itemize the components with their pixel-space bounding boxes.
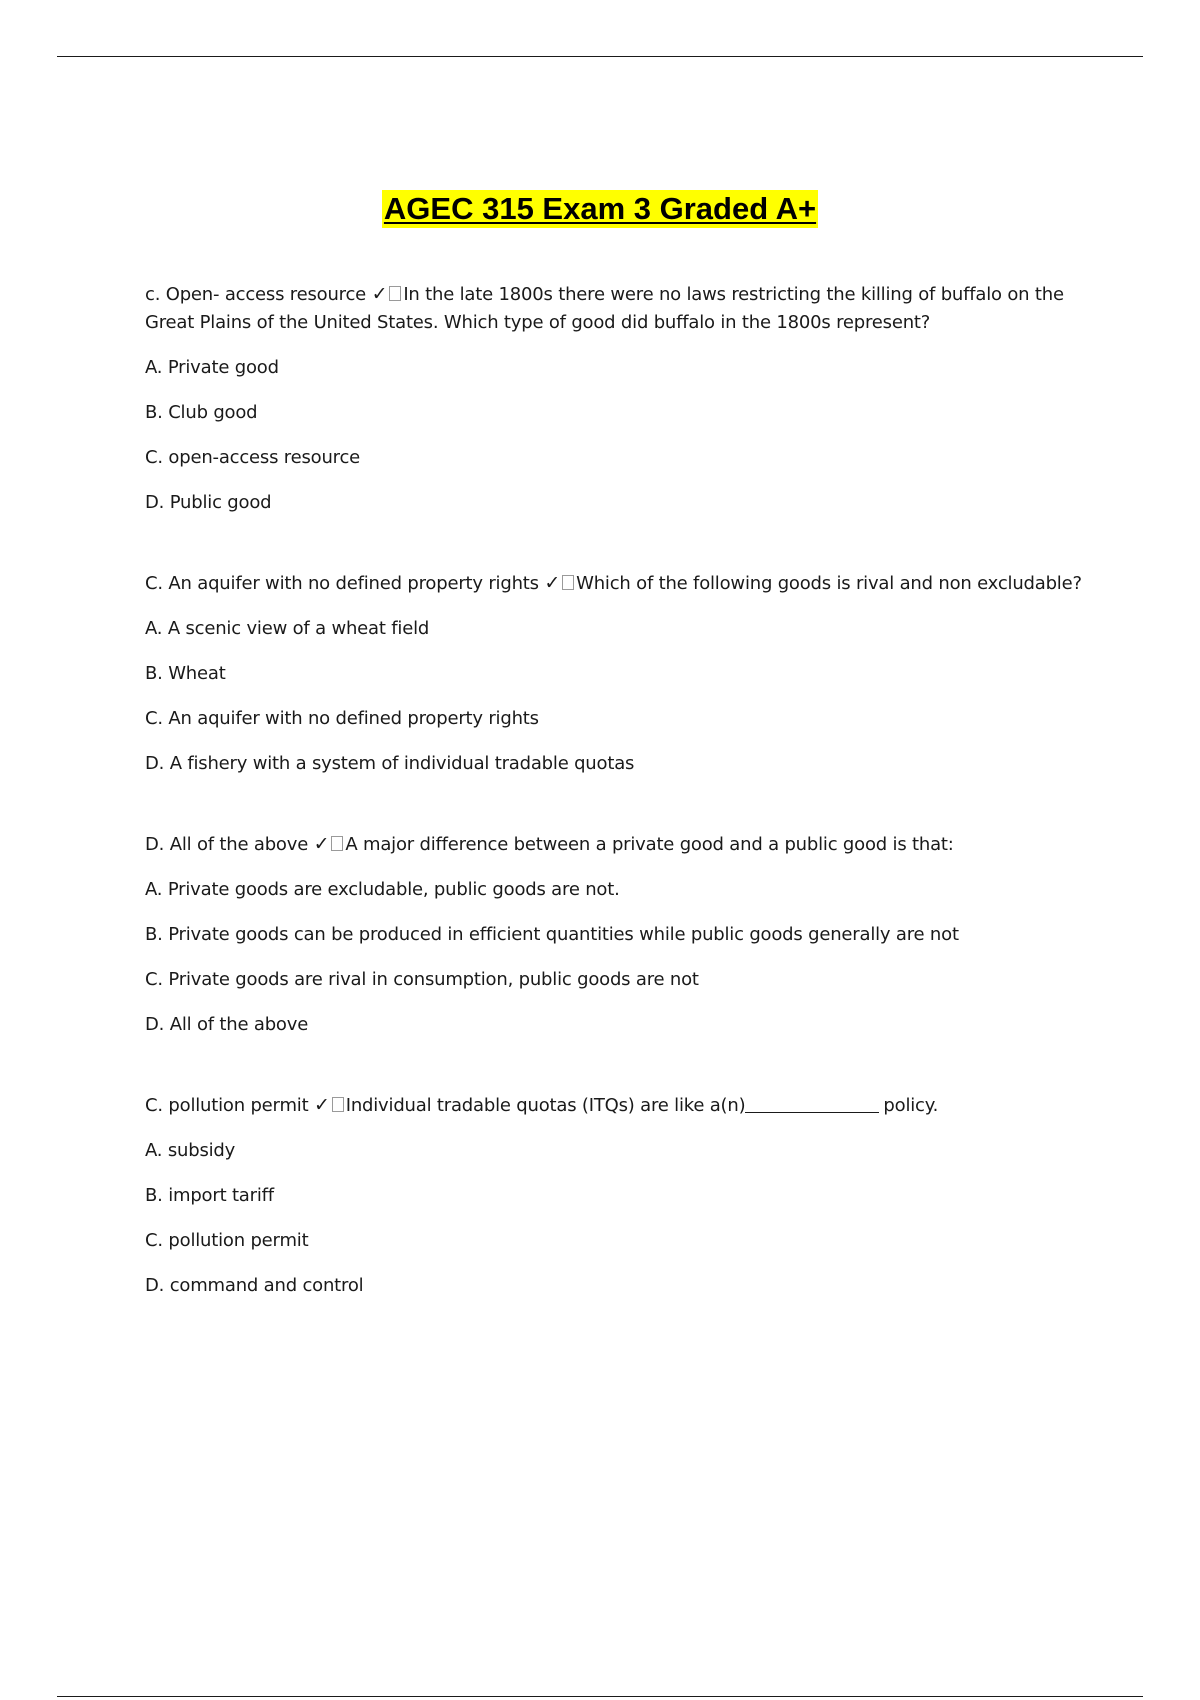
question-text [145, 569, 1090, 598]
option-d: D. command and control [145, 1275, 364, 1296]
check-mark-icon: ✓ [313, 833, 330, 855]
option-b: B. Private goods can be produced in efficient quantities while public goods generally are not [145, 924, 959, 945]
option-a: A. Private good [145, 357, 279, 378]
option-b: B. Wheat [145, 663, 226, 684]
option-b: B. import tariff [145, 1185, 274, 1206]
question-prompt: Individual tradable quotas (ITQs) are like a(n) [345, 1095, 746, 1116]
empty-box-icon [562, 575, 574, 590]
document-title: AGEC 315 Exam 3 Graded A+ [383, 191, 817, 226]
question-text [145, 830, 1090, 859]
question-prompt: A major difference between a private good and a public good is that: [345, 834, 954, 855]
option-c: C. Private goods are rival in consumption, public goods are not [145, 969, 699, 990]
fill-in-blank [745, 1094, 879, 1113]
question-prompt-suffix: policy. [883, 1095, 939, 1116]
question-block [145, 569, 1090, 778]
option-d: D. All of the above [145, 1014, 309, 1035]
question-prompt: In the late 1800s there were no laws restricting the killing of buffalo on the Great Plains of the United States. Which type of good did buffalo in the 1800s represent? [145, 284, 1064, 333]
option-c: C. pollution permit [145, 1230, 309, 1251]
check-mark-icon: ✓ [313, 1094, 330, 1116]
check-mark-icon: ✓ [371, 283, 388, 305]
option-a: A. A scenic view of a wheat field [145, 618, 430, 639]
question-prompt: Which of the following goods is rival and non excludable? [576, 573, 1082, 594]
question-block [145, 1091, 1090, 1300]
header-rule [57, 56, 1143, 57]
empty-box-icon [389, 286, 401, 301]
check-mark-icon: ✓ [544, 572, 561, 594]
option-a: A. subsidy [145, 1140, 236, 1161]
title-container [0, 190, 1200, 228]
answer-text: c. Open- access resource [145, 284, 367, 305]
question-text [145, 280, 1090, 337]
footer-rule [57, 1696, 1143, 1697]
question-block [145, 830, 1090, 1039]
answer-text: D. All of the above [145, 834, 309, 855]
option-d: D. A fishery with a system of individual tradable quotas [145, 753, 635, 774]
option-b: B. Club good [145, 402, 258, 423]
empty-box-icon [331, 836, 343, 851]
option-d: D. Public good [145, 492, 272, 513]
question-list [145, 280, 1090, 1352]
empty-box-icon [332, 1097, 344, 1112]
option-c: C. An aquifer with no defined property rights [145, 708, 539, 729]
answer-text: C. pollution permit [145, 1095, 309, 1116]
question-text [145, 1091, 1090, 1120]
answer-text: C. An aquifer with no defined property rights [145, 573, 539, 594]
option-c: C. open-access resource [145, 447, 361, 468]
question-block [145, 280, 1090, 517]
option-a: A. Private goods are excludable, public goods are not. [145, 879, 620, 900]
